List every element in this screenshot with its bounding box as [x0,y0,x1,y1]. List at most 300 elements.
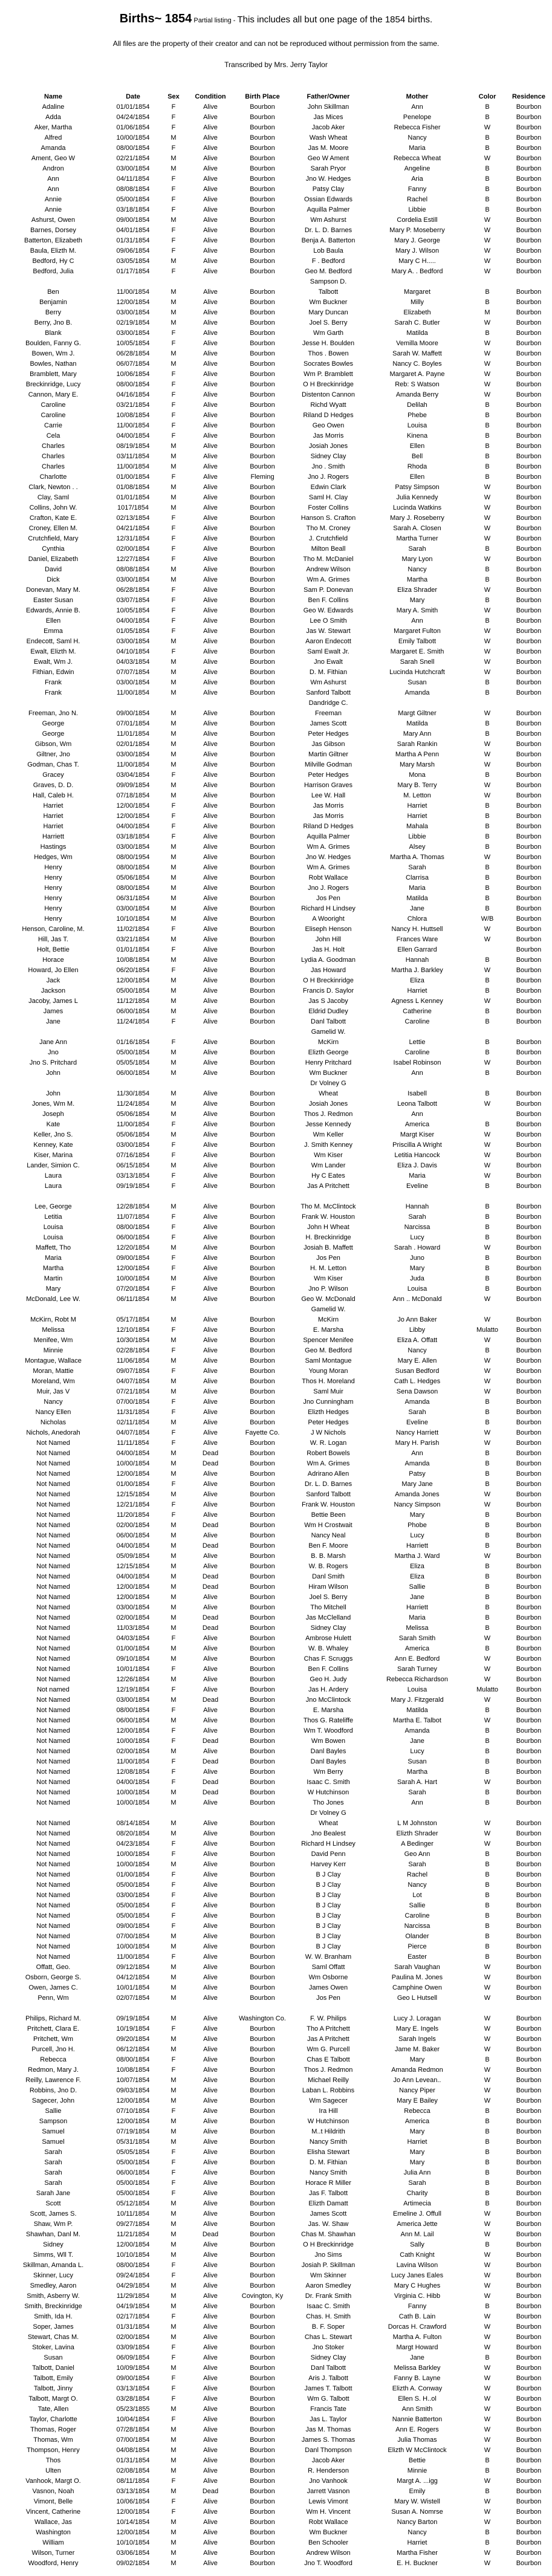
table-cell: Bedford, Julia [33,268,74,275]
table-cell: Alive [203,1224,218,1231]
table-cell: Libby [409,1326,426,1334]
table-cell: Annie [44,206,62,213]
table-cell: Alive [203,1881,218,1889]
table-row [0,914,552,924]
table-cell: Sarah . Howard [394,1244,441,1251]
table-cell: Alive [203,545,218,553]
table-row [0,1449,552,1459]
table-row [0,945,552,955]
table-cell: Alive [203,216,218,224]
table-cell: Bourbon [250,864,275,871]
table-cell: Alive [203,2190,218,2197]
table-cell: D. M. Fithian [309,669,348,676]
table-cell: B [485,956,490,964]
table-cell: Not named [37,1686,70,1693]
table-row [0,1870,552,1880]
table-cell: B [485,833,490,840]
table-cell: Vincent, Catherine [25,2508,81,2516]
table-cell: M [170,1090,177,1097]
table-cell: Lob Baula [313,247,343,255]
table-cell: Jno . Smith [311,463,345,470]
table-cell: Bourbon [250,2107,275,2115]
table-cell [160,277,187,287]
table-cell: Not Named [36,1450,70,1457]
table-cell: Bourbon [250,1285,275,1293]
table-cell: B [485,329,490,337]
table-cell: Mary [409,2149,425,2156]
table-cell: Bourbon [516,2262,542,2269]
table-cell: Harvey Kerr [310,1861,346,1868]
table-cell: Sena Dawson [396,1388,438,1395]
table-cell: Mary J. George [394,237,440,244]
table-cell: Bourbon [250,2272,275,2279]
title-partial-note: Partial listing - [192,17,238,24]
table-cell: Pritchett, Wm [33,2036,73,2043]
table-cell: 03/00/1854 [116,329,150,337]
table-cell: Bourbon [516,1162,542,1169]
table-cell: Bettie [408,2457,426,2464]
table-cell: Danl Bayles [310,1748,346,1755]
table-cell: Bourbon [250,2241,275,2248]
table-cell: M [170,679,177,686]
table-cell: Bourbon [250,1409,275,1416]
table-cell: Bourbon [250,2385,275,2392]
table-cell: B [485,1254,490,1262]
table-cell: Ann [411,103,423,111]
table-cell: R. Henderson [308,2467,349,2474]
table-cell: B [485,1933,490,1940]
table-cell: B J Clay [316,1881,341,1889]
table-cell: F [171,422,176,429]
table-cell: Bourbon [250,237,275,244]
table-cell: W [484,1717,491,1724]
table-cell: Peter Hedges [308,1419,349,1426]
table-cell: Bourbon [250,669,275,676]
table-cell: Charity [406,2190,428,2197]
table-cell: Easter [408,1953,427,1961]
table-cell: Bourbon [250,2179,275,2187]
table-row [0,883,552,894]
table-cell [0,277,106,287]
table-row [0,709,552,719]
table-row [0,1407,552,1418]
table-row [0,616,552,626]
table-cell: Alive [203,1131,218,1138]
table-cell: Bourbon [250,504,275,511]
table-row [0,1880,552,1890]
table-cell: Ambrose Hulett [305,1635,351,1642]
table-cell: Bourbon [516,720,542,727]
table-cell: W [484,2375,491,2382]
table-cell [233,2003,291,2014]
table-cell: Margt A. ...igg [397,2477,438,2485]
table-cell: Bourbon [250,1183,275,1190]
table-cell: F [171,1635,176,1642]
table-cell: W [484,1172,491,1179]
table-cell: B [485,1645,490,1652]
table-cell: Wm G. Talbott [307,2395,349,2402]
table-cell: Alive [203,2375,218,2382]
table-cell: 10/11/1854 [116,2210,150,2218]
table-cell: 06/00/1854 [116,1069,150,1077]
table-cell: F [171,628,176,635]
table-cell: Bourbon [250,1727,275,1734]
table-cell: Bourbon [250,422,275,429]
table-cell: Alive [203,586,218,594]
table-row [0,2178,552,2188]
table-cell: Jas. W. Shaw [308,2221,349,2228]
table-cell: M [170,1789,177,1796]
table-row [0,2394,552,2404]
table-cell: Bourbon [250,2190,275,2197]
table-cell: Moran, Mattie [33,1367,74,1375]
table-cell: W [484,1491,491,1498]
table-cell: Alive [203,1799,218,1806]
table-cell: Fleming [250,473,274,481]
table-cell: M [170,504,177,511]
table-cell: Alive [203,2210,218,2218]
table-row [0,2158,552,2168]
table-cell: Alive [203,2426,218,2433]
table-cell: F [171,607,176,614]
table-cell: W [484,1162,491,1169]
table-cell: Alive [203,628,218,635]
table-cell: Wm Berry [313,1768,343,1776]
table-cell: Martha [406,576,428,583]
table-cell: F [171,2508,176,2516]
table-cell: F [171,196,176,203]
table-cell: F [171,1018,176,1025]
table-cell: Bourbon [516,1892,542,1899]
table-cell: Dead [202,1614,219,1621]
table-cell: Freeman, Jno N. [28,710,78,717]
table-cell: Bourbon [250,2560,275,2567]
table-cell [0,1192,106,1202]
table-cell: Melissa [42,1326,65,1334]
table-cell: 10/00/1854 [116,1861,150,1868]
table-cell: 04/10/1854 [116,648,150,655]
table-cell: Bourbon [250,1141,275,1149]
table-cell: Cela [46,432,60,440]
table-cell: M [170,494,177,501]
table-cell: Bourbon [516,597,542,604]
table-cell: Louisa [407,1686,427,1693]
table-cell: Alive [203,998,218,1005]
table-row [0,421,552,431]
table-cell: Alive [203,1326,218,1334]
table-cell [469,698,505,709]
table-cell: 02/28/1854 [116,1347,150,1354]
table-cell: Jacoby, James L [28,998,78,1005]
table-cell: Bourbon [250,1090,275,1097]
table-cell: Bourbon [250,1378,275,1385]
table-row [0,575,552,585]
table-cell: Bourbon [250,1039,275,1046]
column-header: Sex [167,93,180,100]
table-cell: Bourbon [516,1481,542,1488]
table-cell: Bourbon [516,2107,542,2115]
table-cell: Wm Sagecer [309,2097,348,2104]
table-cell: Sarah W. Maffett [392,350,442,357]
table-cell: F [171,371,176,378]
table-cell: Nicholas [40,1419,67,1426]
table-cell: Ellen [409,473,425,481]
table-cell: 05/06/1854 [116,1111,150,1118]
table-cell: Henry [44,905,62,912]
table-cell: Paulina M. Jones [391,1974,443,1981]
table-cell: Jones, Wm M. [31,1100,75,1108]
table-cell: Alive [203,2221,218,2228]
table-cell: F [171,144,176,152]
table-row [0,595,552,606]
table-cell: Bourbon [516,288,542,296]
table-cell: Bourbon [516,494,542,501]
table-cell: Bourbon [250,1624,275,1632]
table-cell: Crafton, Kate E. [29,514,77,522]
table-cell: 05/00/1854 [116,2179,150,2187]
table-cell: B [485,103,490,111]
table-cell: B [485,679,490,686]
table-cell: Alive [203,905,218,912]
table-cell: Bourbon [250,761,275,768]
table-cell: Sarah Pryor [310,165,346,172]
table-cell: Bourbon [250,401,275,409]
table-cell: Alive [203,1953,218,1961]
table-cell: Redmon, Mary J. [28,2066,79,2074]
table-cell: M [170,2138,177,2146]
table-cell: M [170,1614,177,1621]
table-cell: Cath B. Lain [398,2313,436,2320]
table-row [0,2456,552,2466]
table-cell: 05/00/1854 [116,1049,150,1056]
table-cell: Aker, Martha [34,124,73,131]
table-cell [505,277,552,287]
table-cell: Matilda [406,720,428,727]
table-cell: Lot [412,1892,422,1899]
table-cell: 03/00/1854 [116,843,150,851]
table-row [0,2260,552,2271]
table-cell: W [484,258,491,265]
table-cell: Bourbon [250,679,275,686]
table-cell: Bourbon [250,1604,275,1611]
table-cell: B [485,443,490,450]
table-cell: Cynthia [42,545,65,553]
table-cell: Harriet [407,2138,427,2146]
table-cell: 06/00/1854 [116,1717,150,1724]
table-cell: Emily [409,2488,426,2495]
table-cell: Geo Ann [404,1851,430,1858]
table-cell: Bourbon [250,2549,275,2557]
table-cell: B [485,2056,490,2063]
table-cell: Bourbon [250,1645,275,1652]
table-cell: 12/00/1854 [116,2097,150,2104]
table-cell: Alive [203,463,218,470]
table-cell: Alive [203,741,218,748]
table-cell: F [171,1902,176,1909]
table-cell: Bourbon [250,1542,275,1549]
table-cell: Bourbon [250,1748,275,1755]
table-cell: Bourbon [250,1347,275,1354]
table-cell: M [170,1604,177,1611]
table-cell: O H Breckinridge [303,977,354,984]
table-cell: Not Named [36,1922,70,1930]
table-cell: W [484,1388,491,1395]
table-cell: 08/00/1854 [116,1224,150,1231]
table-cell: Bourbon [516,1213,542,1221]
table-cell: Bourbon [250,329,275,337]
table-cell: W [484,1152,491,1159]
table-row [0,1253,552,1264]
table-cell: Alive [203,1563,218,1570]
table-cell: 03/28/1854 [116,2395,150,2402]
table-cell: M [170,874,177,881]
table-cell: Alive [203,2087,218,2094]
table-cell: Alive [203,2364,218,2372]
table-cell: Alive [203,2416,218,2423]
table-cell [160,698,187,709]
table-cell: Ann [47,186,59,193]
table-cell: B [485,1768,490,1776]
table-cell: Pritchett, Clara E. [27,2025,80,2033]
table-cell: 04/03/1854 [116,658,150,666]
table-cell: Bourbon [516,782,542,789]
table-cell: 12/20/1854 [116,1244,150,1251]
table-cell: W [484,607,491,614]
table-cell: Gibson, Wm [34,741,72,748]
table-cell: Bourbon [516,2498,542,2505]
table-cell: Bourbon [250,2303,275,2310]
table-cell: Alive [203,2241,218,2248]
table-cell: 09/00/1854 [116,2375,150,2382]
table-cell: Phobe [408,1522,427,1529]
table-cell: F [171,1707,176,1714]
table-cell: 03/09/1854 [116,2344,150,2351]
table-cell: Bourbon [250,2395,275,2402]
table-cell: Donevan, Mary M. [26,586,80,594]
table-cell: Bourbon [250,2323,275,2331]
table-cell: Alive [203,843,218,851]
table-cell: F [171,2385,176,2392]
table-cell: W [484,381,491,388]
table-cell: Not Named [36,1635,70,1642]
table-row [0,380,552,390]
table-row [0,112,552,123]
table-cell: Alive [203,1912,218,1919]
table-cell: Caroline [404,1049,430,1056]
table-cell: Delilah [407,401,427,409]
table-cell: 10/08/1854 [116,2066,150,2074]
table-cell: Alive [203,761,218,768]
table-cell: F [171,1511,176,1519]
table-row [0,647,552,657]
table-cell: M [170,2457,177,2464]
table-cell: Lee, George [34,1203,72,1210]
table-cell: B [485,1275,490,1282]
table-cell: M [170,443,177,450]
table-cell: B [485,2179,490,2187]
table-cell: Alive [203,2149,218,2156]
table-cell: F [171,2344,176,2351]
table-cell: Sarah [408,545,426,553]
table-cell: Alive [203,802,218,809]
table-cell: 10/00/1854 [116,1799,150,1806]
table-cell: Bourbon [250,2416,275,2423]
table-cell: Bourbon [250,1522,275,1529]
table-cell: Danl Bayles [310,1758,346,1765]
table-cell: Bourbon [250,1491,275,1498]
table-cell: Not Named [36,1748,70,1755]
table-row [0,493,552,503]
table-cell: Bourbon [516,391,542,398]
table-cell: Alive [203,1409,218,1416]
table-row [0,606,552,616]
table-cell: Frances Ware [396,936,438,943]
table-cell: Not Named [36,1717,70,1724]
table-cell: F [171,2416,176,2423]
table-cell [187,1808,233,1818]
table-cell: 12/26/1854 [116,1676,150,1683]
table-cell: Bourbon [516,144,542,152]
table-cell: Mary B. Terry [397,782,437,789]
table-cell: F [171,2262,176,2269]
table-cell: Jesse Kennedy [305,1121,351,1128]
table-cell: Not Named [36,1789,70,1796]
table-cell: Bourbon [250,1388,275,1395]
table-cell: Jesse H. Boulden [302,340,355,347]
table-cell: Mulatto [476,1326,499,1334]
table-cell: Jas Howard [310,967,346,974]
table-cell [106,1079,160,1089]
table-cell: Alive [203,514,218,522]
table-row [0,1243,552,1253]
table-cell: W [484,2087,491,2094]
table-cell: Sarah [408,1213,426,1221]
table-cell: Tho A Pritchett [307,2025,350,2033]
table-cell: Sarah [408,2179,426,2187]
table-row [0,2117,552,2127]
table-cell: Sallie [409,1583,426,1591]
table-cell: America [404,2118,430,2125]
table-cell: W [484,1696,491,1704]
table-cell: 05/23/1855 [116,2406,150,2413]
table-cell [291,1192,365,1202]
table-cell: Bourbon [516,1768,542,1776]
table-cell: F [171,2169,176,2176]
table-cell: Alive [203,288,218,296]
table-cell: 05/00/1854 [116,1881,150,1889]
table-cell: B [485,299,490,306]
table-cell: Jno S. Pritchard [29,1059,77,1066]
table-cell: Alive [203,1183,218,1190]
table-cell: 04/00/1854 [116,1450,150,1457]
table-cell: 02/00/1854 [116,2334,150,2341]
table-cell: B [485,1758,490,1765]
table-cell: Not Named [36,1779,70,1786]
table-cell: Harrison Graves [304,782,353,789]
table-cell: Joseph [42,1111,64,1118]
table-cell: Alive [203,638,218,645]
table-cell: Bourbon [516,2210,542,2218]
table-cell: Jackson [41,987,66,994]
table-cell: F [171,247,176,255]
table-cell: B [485,1624,490,1632]
table-cell: M [170,1830,177,1837]
table-cell: B [485,1532,490,1539]
table-cell: Bourbon [516,1666,542,1673]
table-cell: Not Named [36,1943,70,1950]
table-cell: Bourbon [250,843,275,851]
table-cell: M [170,895,177,902]
